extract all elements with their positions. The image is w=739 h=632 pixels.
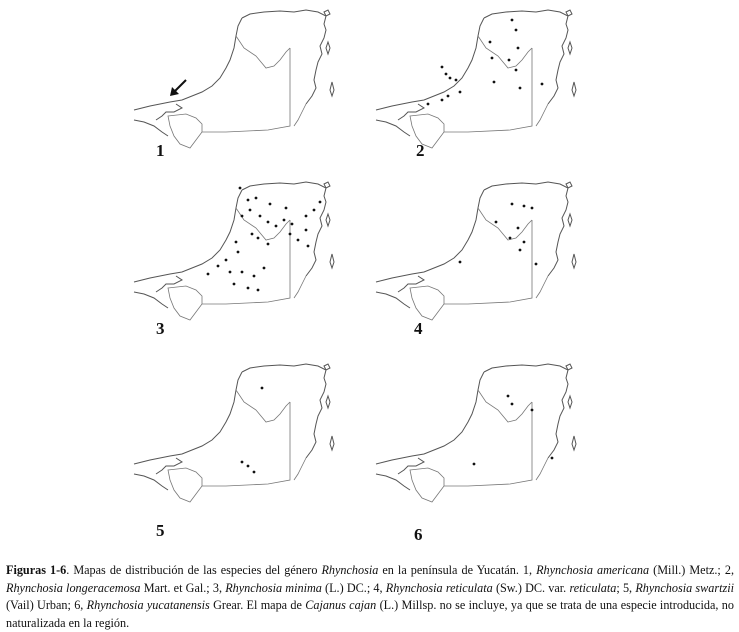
record-point: [473, 463, 476, 466]
record-point: [257, 289, 260, 292]
coastline: [134, 190, 242, 282]
state-border: [444, 220, 532, 304]
yucatan-map-3: [130, 180, 370, 340]
record-point: [241, 271, 244, 274]
island: [572, 254, 576, 268]
record-point: [283, 219, 286, 222]
coastline: [376, 190, 484, 282]
record-point: [455, 79, 458, 82]
coastline: [484, 10, 568, 104]
record-point: [253, 471, 256, 474]
coastline: [398, 276, 424, 292]
state-border: [536, 458, 548, 480]
coastline: [134, 18, 242, 110]
record-point: [307, 245, 310, 248]
arrow-shaft: [174, 80, 186, 92]
state-border: [236, 390, 290, 422]
island: [326, 396, 330, 408]
record-point: [427, 103, 430, 106]
map-figure-4: [372, 180, 612, 340]
record-point: [239, 187, 242, 190]
state-border: [236, 208, 290, 240]
island: [330, 82, 334, 96]
record-point: [247, 465, 250, 468]
record-point: [531, 409, 534, 412]
figure-number-3: 3: [156, 319, 165, 338]
island: [568, 396, 572, 408]
record-point: [257, 237, 260, 240]
state-border: [444, 402, 532, 486]
record-point: [523, 205, 526, 208]
record-point: [447, 95, 450, 98]
island: [326, 42, 330, 54]
island: [330, 254, 334, 268]
record-point: [541, 83, 544, 86]
record-point: [247, 287, 250, 290]
record-point: [305, 229, 308, 232]
record-point: [519, 87, 522, 90]
state-border: [168, 468, 202, 502]
record-points: [473, 395, 554, 466]
state-border: [536, 104, 548, 126]
state-border: [202, 402, 290, 486]
record-point: [237, 251, 240, 254]
island: [568, 214, 572, 226]
state-border: [294, 458, 306, 480]
coastline: [398, 458, 424, 474]
record-point: [495, 221, 498, 224]
record-point: [493, 81, 496, 84]
coastline: [134, 372, 242, 464]
record-point: [445, 73, 448, 76]
record-point: [297, 239, 300, 242]
yucatan-map-4: [372, 180, 612, 340]
record-point: [489, 41, 492, 44]
coastline: [398, 104, 424, 120]
record-point: [523, 241, 526, 244]
island: [572, 82, 576, 96]
state-border: [410, 468, 444, 502]
caption-species: Cajanus cajan: [305, 598, 377, 612]
map-figure-3: [130, 180, 370, 340]
record-point: [515, 69, 518, 72]
record-point: [241, 461, 244, 464]
caption-species: Rhynchosia yucatanensis: [86, 598, 210, 612]
record-point: [253, 275, 256, 278]
figure-number-2: 2: [416, 141, 425, 160]
record-point: [449, 77, 452, 80]
caption-label: Figuras 1-6: [6, 563, 67, 577]
record-point: [441, 99, 444, 102]
yucatan-map-6: [372, 362, 612, 522]
record-point: [251, 233, 254, 236]
coastline: [484, 364, 568, 458]
state-border: [536, 276, 548, 298]
coastline: [376, 120, 410, 136]
record-point: [531, 207, 534, 210]
record-point: [241, 215, 244, 218]
record-point: [207, 273, 210, 276]
record-point: [517, 47, 520, 50]
state-border: [168, 114, 202, 148]
caption-text: (L.) DC.; 4,: [321, 580, 386, 595]
caption-species: Rhynchosia reticulata: [385, 580, 493, 595]
island: [326, 214, 330, 226]
coastline: [134, 292, 168, 308]
record-point: [235, 241, 238, 244]
caption-species: Rhynchosia americana: [536, 563, 650, 577]
yucatan-map-2: [372, 8, 612, 168]
record-point: [269, 203, 272, 206]
figure-number-4: 4: [414, 319, 423, 338]
coastline: [376, 372, 484, 464]
state-border: [236, 36, 290, 68]
coastline: [134, 474, 168, 490]
caption-species: Rhynchosia longeracemosa: [6, 580, 141, 595]
map-figure-1: [130, 8, 370, 168]
record-point: [508, 59, 511, 62]
caption-text: Mart. et Gal.; 3,: [140, 580, 226, 595]
map-figure-2: [372, 8, 612, 168]
record-point: [441, 66, 444, 69]
map-figure-5: [130, 362, 370, 522]
record-point: [459, 91, 462, 94]
record-point: [285, 207, 288, 210]
record-point: [459, 261, 462, 264]
arrow-icon: [170, 80, 186, 96]
record-point: [507, 395, 510, 398]
coastline: [156, 458, 182, 474]
yucatan-map-1: [130, 8, 370, 168]
record-point: [491, 57, 494, 60]
record-point: [225, 259, 228, 262]
record-point: [275, 225, 278, 228]
record-point: [509, 237, 512, 240]
coastline: [242, 364, 326, 458]
record-point: [313, 209, 316, 212]
island: [330, 436, 334, 450]
figure-number-5: 5: [156, 521, 165, 540]
figure-number-1: 1: [156, 141, 165, 160]
caption-text: Grear. El mapa de: [209, 598, 306, 612]
caption-species: Rhynchosia minima: [225, 580, 322, 595]
record-point: [267, 221, 270, 224]
caption-text: (Sw.) DC. var.: [492, 580, 570, 595]
coastline: [376, 18, 484, 110]
record-points: [241, 387, 264, 474]
record-point: [249, 209, 252, 212]
record-point: [519, 249, 522, 252]
figure-caption: [6, 562, 734, 632]
caption-text: . Mapas de distribución de las especies del género: [66, 563, 322, 577]
state-border: [478, 36, 532, 68]
yucatan-map-5: [130, 362, 370, 522]
coastline: [242, 182, 326, 276]
caption-text: (L.) Millsp. no se incluye, ya que se trata de una especie introducida, no naturalizada en la región.: [6, 598, 734, 630]
state-border: [294, 276, 306, 298]
caption-text: en la península de Yucatán. 1,: [378, 563, 537, 577]
state-border: [202, 48, 290, 132]
record-point: [233, 283, 236, 286]
map-figure-6: [372, 362, 612, 522]
record-point: [511, 403, 514, 406]
record-point: [291, 223, 294, 226]
state-border: [168, 286, 202, 320]
record-point: [255, 197, 258, 200]
record-point: [515, 29, 518, 32]
record-point: [551, 457, 554, 460]
coastline: [156, 276, 182, 292]
caption-text: (Mill.) Metz.; 2,: [649, 563, 734, 577]
record-points: [459, 203, 538, 266]
state-border: [478, 208, 532, 240]
record-points: [207, 187, 322, 292]
record-point: [511, 19, 514, 22]
record-point: [247, 199, 250, 202]
record-point: [261, 387, 264, 390]
coastline: [134, 120, 168, 136]
coastline: [242, 10, 326, 104]
state-border: [410, 286, 444, 320]
record-point: [259, 215, 262, 218]
record-point: [517, 227, 520, 230]
caption-variety: reticulata: [569, 580, 617, 595]
caption-species: Rhynchosia swartzii: [635, 580, 734, 595]
record-point: [267, 243, 270, 246]
state-border: [202, 220, 290, 304]
state-border: [444, 48, 532, 132]
coastline: [156, 104, 182, 120]
coastline: [376, 474, 410, 490]
coastline: [484, 182, 568, 276]
figure-number-6: 6: [414, 525, 423, 544]
record-point: [263, 267, 266, 270]
record-point: [319, 201, 322, 204]
state-border: [478, 390, 532, 422]
record-point: [535, 263, 538, 266]
state-border: [294, 104, 306, 126]
record-point: [289, 233, 292, 236]
caption-genus: Rhynchosia: [321, 563, 379, 577]
caption-text: (Vail) Urban; 6,: [6, 598, 87, 612]
record-point: [511, 203, 514, 206]
island: [568, 42, 572, 54]
record-point: [305, 215, 308, 218]
coastline: [376, 292, 410, 308]
island: [572, 436, 576, 450]
record-point: [229, 271, 232, 274]
record-point: [217, 265, 220, 268]
caption-text: ; 5,: [616, 580, 636, 595]
